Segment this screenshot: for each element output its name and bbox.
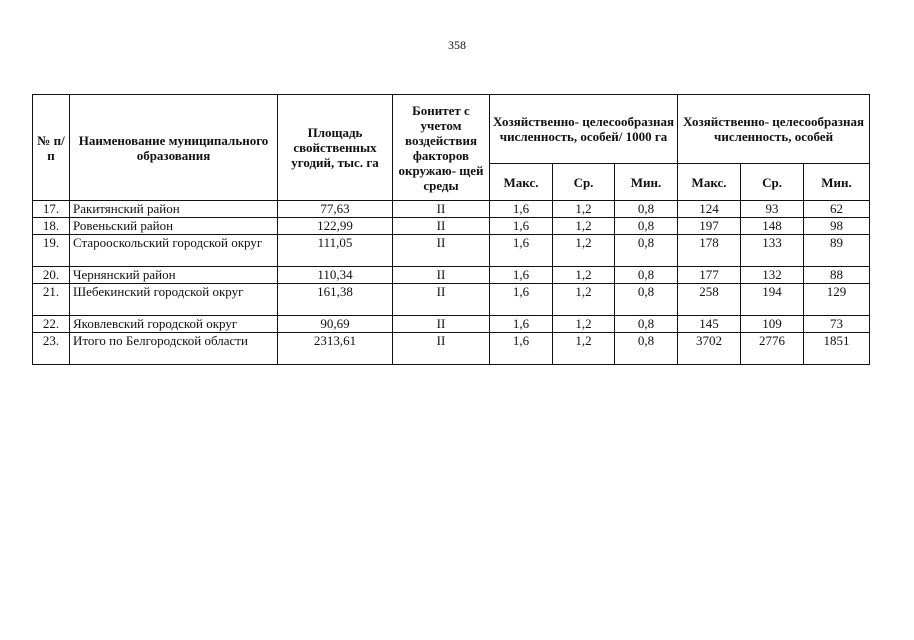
row-count-min: 98 bbox=[804, 218, 870, 235]
row-count-avg: 109 bbox=[741, 316, 804, 333]
row-density-min: 0,8 bbox=[615, 235, 678, 267]
row-density-min: 0,8 bbox=[615, 333, 678, 365]
row-area: 110,34 bbox=[278, 267, 393, 284]
header-density: Хозяйственно- целесообразная численность, особей/ 1000 га bbox=[490, 95, 678, 164]
page-number: 358 bbox=[448, 38, 466, 52]
row-count-min: 129 bbox=[804, 284, 870, 316]
header-count-avg: Ср. bbox=[741, 164, 804, 201]
row-name: Чернянский район bbox=[70, 267, 278, 284]
table-row bbox=[33, 218, 870, 235]
header-density-min: Мин. bbox=[615, 164, 678, 201]
row-num: 18. bbox=[33, 218, 70, 235]
row-density-avg: 1,2 bbox=[553, 333, 615, 365]
row-bonitet: II bbox=[393, 333, 490, 365]
row-name: Ровеньский район bbox=[70, 218, 278, 235]
row-bonitet: II bbox=[393, 218, 490, 235]
header-count-max: Макс. bbox=[678, 164, 741, 201]
header-area: Площадь свойственных угодий, тыс. га bbox=[278, 95, 393, 201]
row-count-min: 88 bbox=[804, 267, 870, 284]
table-row bbox=[33, 267, 870, 284]
row-name: Старооскольский городской округ bbox=[70, 235, 278, 267]
row-count-min: 1851 bbox=[804, 333, 870, 365]
table-row bbox=[33, 201, 870, 218]
row-count-avg: 132 bbox=[741, 267, 804, 284]
row-density-max: 1,6 bbox=[490, 201, 553, 218]
header-row-1 bbox=[33, 95, 870, 164]
table-row-total bbox=[33, 333, 870, 365]
row-count-max: 145 bbox=[678, 316, 741, 333]
table-row bbox=[33, 316, 870, 333]
row-count-avg: 133 bbox=[741, 235, 804, 267]
row-bonitet: II bbox=[393, 316, 490, 333]
row-density-min: 0,8 bbox=[615, 316, 678, 333]
row-area: 122,99 bbox=[278, 218, 393, 235]
row-density-min: 0,8 bbox=[615, 267, 678, 284]
header-count-min: Мин. bbox=[804, 164, 870, 201]
row-name: Итого по Белгородской области bbox=[70, 333, 278, 365]
row-bonitet: II bbox=[393, 201, 490, 218]
row-area: 90,69 bbox=[278, 316, 393, 333]
row-count-max: 197 bbox=[678, 218, 741, 235]
row-num: 21. bbox=[33, 284, 70, 316]
header-density-avg: Ср. bbox=[553, 164, 615, 201]
row-density-avg: 1,2 bbox=[553, 284, 615, 316]
table-row bbox=[33, 235, 870, 267]
row-num: 23. bbox=[33, 333, 70, 365]
header-name: Наименование муниципального образования bbox=[70, 95, 278, 201]
row-area: 2313,61 bbox=[278, 333, 393, 365]
row-bonitet: II bbox=[393, 284, 490, 316]
row-density-min: 0,8 bbox=[615, 201, 678, 218]
row-count-avg: 194 bbox=[741, 284, 804, 316]
row-density-avg: 1,2 bbox=[553, 201, 615, 218]
row-density-max: 1,6 bbox=[490, 218, 553, 235]
row-num: 19. bbox=[33, 235, 70, 267]
row-area: 161,38 bbox=[278, 284, 393, 316]
row-name: Шебекинский городской округ bbox=[70, 284, 278, 316]
row-density-max: 1,6 bbox=[490, 235, 553, 267]
header-density-max: Макс. bbox=[490, 164, 553, 201]
row-count-avg: 148 bbox=[741, 218, 804, 235]
row-count-avg: 93 bbox=[741, 201, 804, 218]
hunting-resources-table bbox=[32, 94, 870, 365]
table-row bbox=[33, 284, 870, 316]
row-area: 77,63 bbox=[278, 201, 393, 218]
row-count-max: 258 bbox=[678, 284, 741, 316]
header-count: Хозяйственно- целесообразная численность, особей bbox=[678, 95, 870, 164]
row-count-max: 178 bbox=[678, 235, 741, 267]
row-count-max: 3702 bbox=[678, 333, 741, 365]
row-count-min: 89 bbox=[804, 235, 870, 267]
row-density-max: 1,6 bbox=[490, 333, 553, 365]
row-density-max: 1,6 bbox=[490, 316, 553, 333]
row-count-max: 124 bbox=[678, 201, 741, 218]
row-num: 17. bbox=[33, 201, 70, 218]
row-density-avg: 1,2 bbox=[553, 267, 615, 284]
row-name: Яковлевский городской округ bbox=[70, 316, 278, 333]
row-area: 111,05 bbox=[278, 235, 393, 267]
row-name: Ракитянский район bbox=[70, 201, 278, 218]
row-count-max: 177 bbox=[678, 267, 741, 284]
row-num: 20. bbox=[33, 267, 70, 284]
row-count-min: 73 bbox=[804, 316, 870, 333]
row-count-min: 62 bbox=[804, 201, 870, 218]
row-bonitet: II bbox=[393, 267, 490, 284]
row-density-max: 1,6 bbox=[490, 267, 553, 284]
row-count-avg: 2776 bbox=[741, 333, 804, 365]
row-density-avg: 1,2 bbox=[553, 316, 615, 333]
header-num: № п/п bbox=[33, 95, 70, 201]
row-density-avg: 1,2 bbox=[553, 235, 615, 267]
row-density-avg: 1,2 bbox=[553, 218, 615, 235]
header-bonitet: Бонитет с учетом воздействия факторов окружаю- щей среды bbox=[393, 95, 490, 201]
row-num: 22. bbox=[33, 316, 70, 333]
row-density-min: 0,8 bbox=[615, 218, 678, 235]
row-density-max: 1,6 bbox=[490, 284, 553, 316]
row-bonitet: II bbox=[393, 235, 490, 267]
row-density-min: 0,8 bbox=[615, 284, 678, 316]
